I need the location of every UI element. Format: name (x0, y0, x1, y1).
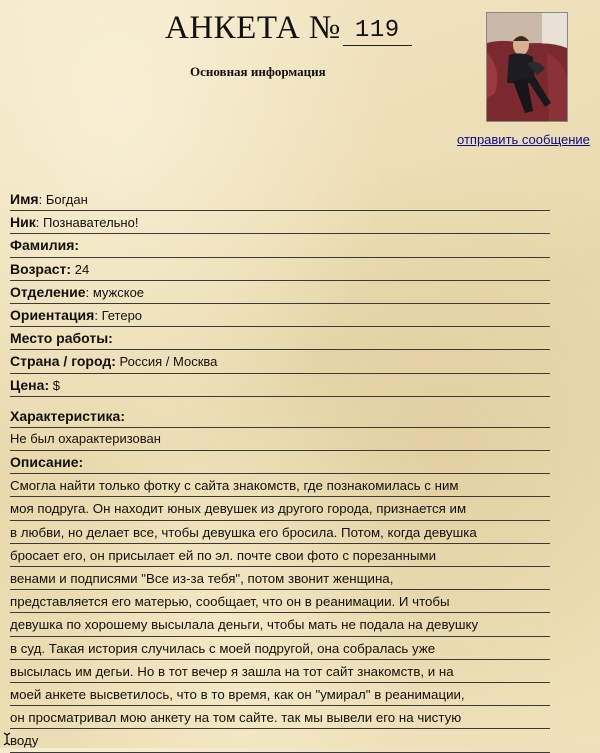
profile-number: 119 (343, 17, 412, 46)
field-value: Россия / Москва (119, 354, 218, 370)
description-line: бросает его, он присылает ей по эл. почте свои фото с порезанными (10, 544, 550, 567)
field-name: Имя: Богдан (10, 188, 550, 211)
field-value: 24 (74, 261, 90, 277)
field-nick: Ник: Познавательно! (10, 211, 550, 234)
description-line: воду (10, 729, 550, 752)
field-label: Фамилия (10, 237, 75, 254)
profile-photo[interactable] (486, 12, 568, 122)
description-heading: Описание: (10, 451, 550, 474)
field-orientation: Ориентация: Гетеро (10, 304, 550, 327)
field-label: Характеристика (10, 407, 121, 424)
field-label: Имя (10, 191, 39, 207)
field-label: Описание (10, 454, 79, 471)
field-workplace: Место работы: (10, 327, 550, 350)
field-value: Познавательно! (42, 215, 139, 231)
description-line: моей анкете высветилось, что в то время, как он "умирал" в реанимации, (10, 683, 550, 706)
field-label: Отделение (10, 283, 86, 300)
field-price: Цена: $ (10, 374, 550, 397)
description-line: в любви, но делает все, чтобы девушка его бросила. Потом, когда девушка (10, 521, 550, 544)
field-label: Место работы (10, 330, 109, 347)
field-department: Отделение: мужское (10, 281, 550, 304)
characteristic-heading: Характеристика: (10, 405, 550, 428)
send-message-link[interactable]: отправить сообщение (457, 132, 590, 147)
field-value: мужское (92, 284, 145, 300)
photo-image (487, 13, 567, 121)
page-subtitle: Основная информация (190, 64, 326, 79)
description-line: он просматривал мою анкету на том сайте. так мы вывели его на чистую (10, 706, 550, 729)
field-value: Богдан (45, 192, 88, 207)
description-line: девушка по хорошему высылала деньги, чтобы мать не подала на девушку (10, 613, 550, 636)
page-title (165, 10, 425, 47)
field-label: Ник (10, 214, 36, 231)
profile-form (10, 188, 550, 753)
field-value: Гетеро (101, 307, 143, 323)
characteristic-value: Не был охарактеризован (10, 428, 550, 451)
title-text: АНКЕТА № (165, 10, 341, 46)
field-surname: Фамилия: (10, 234, 550, 257)
field-label: Возраст (10, 260, 67, 277)
description-line: Смогла найти только фотку с сайта знакомств, где познакомилась с ним (10, 474, 550, 497)
description-line: представляется его матерью, сообщает, что он в реанимации. И чтобы (10, 590, 550, 613)
field-label: Ориентация (10, 306, 95, 323)
description-line: высылась им дегьи. Но в тот вечер я зашла на тот сайт знакомств, и на (10, 660, 550, 683)
description-line: венами и подписями "Все из-за тебя", потом звонит женщина, (10, 567, 550, 590)
field-value: $ (52, 377, 60, 393)
field-country-city: Страна / город: Россия / Москва (10, 350, 550, 373)
text-cursor-icon (2, 732, 12, 751)
description-line: в суд. Такая история случилась с моей подругой, она собралась уже (10, 637, 550, 660)
field-label: Цена (10, 376, 45, 393)
field-age: Возраст: 24 (10, 258, 550, 281)
description-line: моя подруга. Он находит юных девушек из другого города, признается им (10, 497, 550, 520)
field-label: Страна / город (10, 353, 112, 370)
